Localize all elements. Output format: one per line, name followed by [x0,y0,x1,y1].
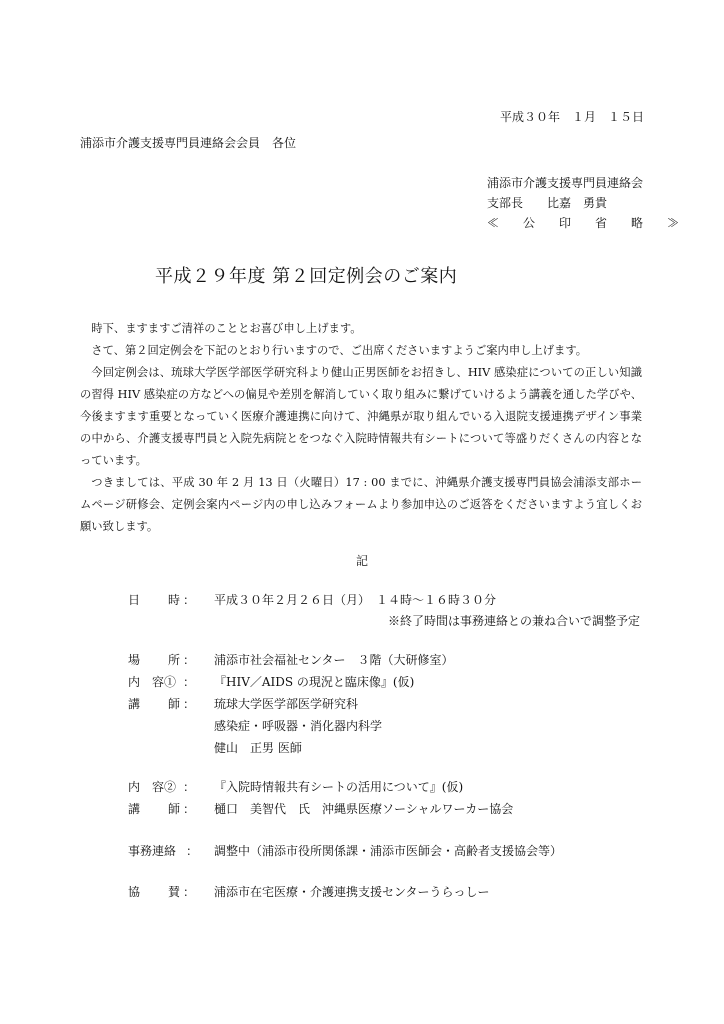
colon: ： [183,697,196,711]
lecturer2-label: 講 師 [128,802,180,816]
place-value: 浦添市社会福祉センター ３階（大研修室） [214,653,454,667]
content2-label: 内 容② [128,780,177,794]
issue-date: 平成３０年 １月 １５日 [499,110,644,124]
admin-value: 調整中（浦添市役所関係課・浦添市医師会・高齢者支援協会等） [214,844,563,858]
document-title: 平成２９年度 第２回定例会のご案内 [155,266,458,287]
greeting-paragraph: 時下、ますますご清祥のこととお喜び申し上げます。 [91,322,362,335]
content1-value: 『HIV／AIDS の現況と臨床像』(仮) [214,675,415,689]
sender-person: 支部長 比嘉 勇貴 [487,196,608,210]
colon: ： [183,802,196,816]
content1-label: 内 容① [128,675,177,689]
body-text [80,318,642,538]
datetime-value: 平成３０年２月２６日（月） １４時～１６時３０分 [214,593,497,607]
place-label: 場 所 [128,653,180,667]
content2-value: 『入院時情報共有シートの活用について』(仮) [214,780,464,794]
lecturer1-affiliation: 琉球大学医学部医学研究科 [214,697,359,711]
sender-organization: 浦添市介護支援専門員連絡会 [487,176,644,190]
lecturer1-label: 講 師 [128,697,180,711]
admin-label: 事務連絡 [128,844,177,858]
sponsor-label: 協 賛 [128,885,180,899]
datetime-label: 日 時 [128,593,180,607]
colon: ： [186,844,199,858]
sponsor-value: 浦添市在宅医療・介護連携支援センターうらっしー [214,885,490,899]
registration-paragraph: つきましては、平成 30 年 2 月 13 日（火曜日）17 : 00 までに、沖縄県介護支援専門員協会浦添支部ホームページ研修会、定例会案内ページ内の申し込みフォームより参加申込のご返答をくださいますよう宜しくお願い致します。 [80,476,642,533]
addressee: 浦添市介護支援専門員連絡会会員 各位 [80,136,297,150]
ki-heading: 記 [356,554,369,568]
lecturer1-name: 健山 正男 医師 [214,741,302,755]
colon: ： [183,885,196,899]
lecturer1-department: 感染症・呼吸器・消化器内科学 [214,719,383,733]
colon: ： [183,780,196,794]
lecturer2-value: 樋口 美智代 氏 沖縄県医療ソーシャルワーカー協会 [214,802,514,816]
colon: ： [183,675,196,689]
announcement-paragraph: さて、第２回定例会を下記のとおり行いますので、ご出席くださいますようご案内申し上げます。 [91,344,588,357]
datetime-note: ※終了時間は事務連絡との兼ね合いで調整予定 [387,614,640,628]
seal-omitted-note: ≪ 公 印 省 略 ≫ [487,216,680,230]
colon: ： [183,593,196,607]
colon: ： [183,653,196,667]
content-paragraph: 今回定例会は、琉球大学医学部医学研究科より健山正男医師をお招きし、HIV 感染症についての正しい知識の習得 HIV 感染症の方などへの偏見や差別を解消していく取り組みに繋げていけるよう講義を通した学びや、今後ますます重要となっていく医療介護連携に向けて、沖縄県が取り組んでいる入退院支援連携デザイン事業の中から、介護支援専門員と入院先病院とをつなぐ入院時情報共有シートについて等盛りだくさんの内容となっています。 [80,366,642,467]
